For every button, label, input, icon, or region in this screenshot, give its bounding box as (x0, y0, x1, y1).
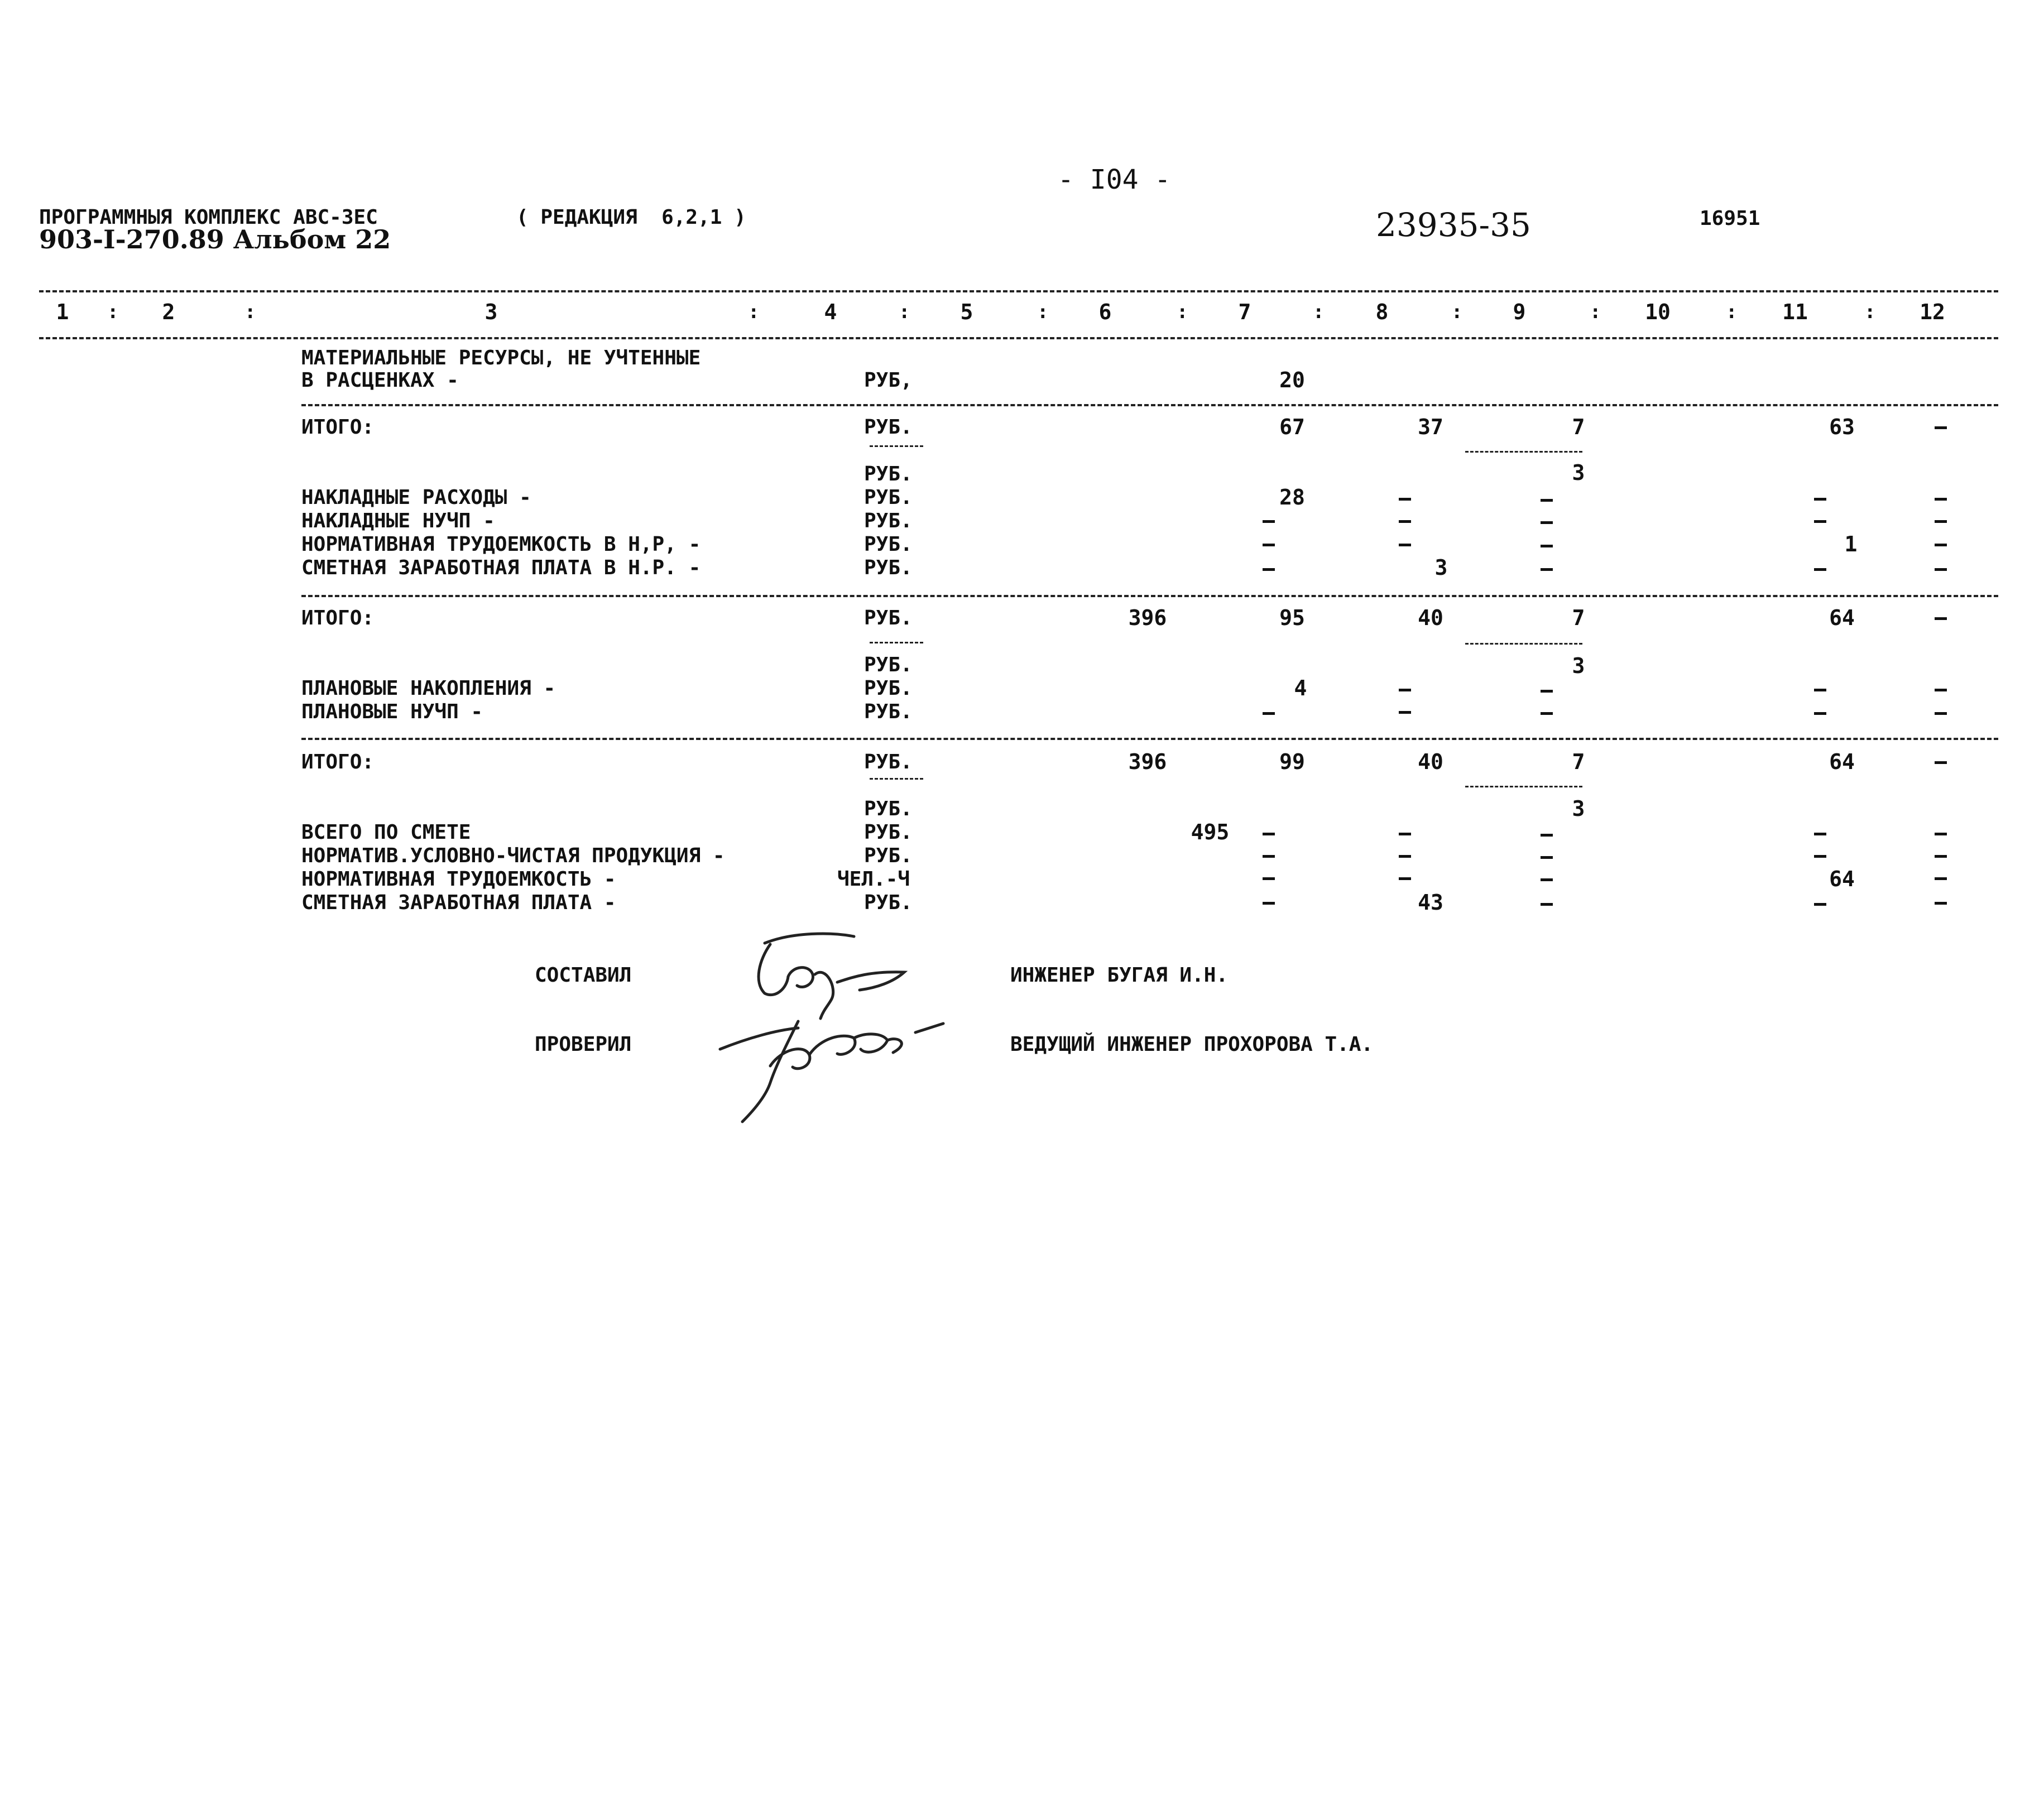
total3-unit: РУБ. (864, 751, 913, 773)
col-header-2: 2 (162, 300, 175, 324)
materials-label-1: МАТЕРИАЛЬНЫЕ РЕСУРСЫ, НЕ УЧТЕННЫЕ (301, 347, 701, 369)
planned-col8 (1399, 711, 1411, 714)
col-separator: : (1037, 301, 1049, 323)
total3-col6: 396 (1128, 749, 1167, 774)
album-code: 903-I-270.89 Альбом 22 (39, 224, 391, 254)
col-separator: : (748, 301, 760, 323)
planned-col7: 4 (1294, 676, 1307, 700)
overhead-col11 (1814, 568, 1826, 571)
summary-col12 (1935, 877, 1947, 880)
overhead-col9 (1541, 568, 1553, 571)
col-separator: : (1726, 301, 1738, 323)
materials-col7: 20 (1279, 368, 1305, 392)
summary-col9 (1541, 878, 1553, 881)
total3-label: ИТОГО: (301, 751, 375, 773)
planned-col12 (1935, 689, 1947, 691)
col-header-6: 6 (1098, 300, 1112, 324)
overhead-unit: РУБ. (864, 510, 913, 532)
edition-text: ( РЕДАКЦИЯ 6,2,1 ) (516, 206, 746, 229)
overhead-label: НАКЛАДНЫЕ РАСХОДЫ - (301, 486, 531, 509)
total2-col11: 64 (1829, 606, 1855, 630)
col-header-8: 8 (1375, 300, 1389, 324)
total3-col7: 99 (1279, 749, 1305, 774)
col-separator: : (1177, 301, 1188, 323)
overhead-col12 (1935, 568, 1947, 571)
total2-col8: 40 (1418, 606, 1443, 630)
summary-col7 (1263, 855, 1275, 858)
summary-unit: РУБ. (864, 891, 913, 914)
summary-label: СМЕТНАЯ ЗАРАБОТНАЯ ПЛАТА - (301, 891, 616, 914)
col-separator: : (1451, 301, 1463, 323)
summary-col8 (1399, 855, 1411, 858)
composed-by: ИНЖЕНЕР БУГАЯ И.Н. (1010, 964, 1229, 987)
overhead-col9 (1541, 499, 1553, 502)
summary-col7 (1263, 902, 1275, 905)
summary-col7 (1263, 877, 1275, 880)
unit-underline (870, 642, 923, 643)
planned-col9 (1541, 690, 1553, 693)
section-rule (301, 595, 1998, 597)
overhead-col8 (1399, 520, 1411, 523)
col-header-9: 9 (1513, 300, 1526, 324)
planned-label: ПЛАНОВЫЕ НАКОПЛЕНИЯ - (301, 677, 556, 700)
total2-col12 (1935, 617, 1947, 620)
summary-col9 (1541, 903, 1553, 906)
col-separator: : (1864, 301, 1876, 323)
summary-col11 (1814, 855, 1826, 858)
overhead-col7 (1263, 544, 1275, 546)
summary-label: НОРМАТИВНАЯ ТРУДОЕМКОСТЬ - (301, 868, 616, 891)
checked-label: ПРОВЕРИЛ (535, 1033, 632, 1056)
col-header-12: 12 (1920, 300, 1945, 324)
overhead-col8 (1399, 498, 1411, 501)
total3-unit-2: РУБ. (864, 797, 913, 820)
planned-col12 (1935, 712, 1947, 715)
summary-unit: ЧЕЛ.-Ч (837, 868, 910, 891)
col-header-10: 10 (1645, 300, 1671, 324)
overhead-unit: РУБ. (864, 556, 913, 579)
planned-col11 (1814, 712, 1826, 715)
unit-underline (870, 778, 923, 780)
table-header-bottom-rule (39, 337, 1998, 339)
planned-col8 (1399, 689, 1411, 691)
summary-col7 (1263, 833, 1275, 835)
summary-col11 (1814, 833, 1826, 835)
total1-col8: 37 (1418, 415, 1443, 439)
overhead-col7 (1263, 520, 1275, 523)
overhead-col12 (1935, 498, 1947, 501)
checked-by: ВЕДУЩИЙ ИНЖЕНЕР ПРОХОРОВА Т.А. (1010, 1033, 1374, 1056)
summary-col9 (1541, 834, 1553, 837)
planned-col9 (1541, 712, 1553, 715)
overhead-col8: 3 (1434, 555, 1448, 580)
fraction-line (1465, 786, 1582, 787)
summary-col12 (1935, 833, 1947, 835)
total3-col9-sub: 3 (1572, 796, 1585, 821)
planned-col11 (1814, 689, 1826, 691)
planned-label: ПЛАНОВЫЕ НУЧП - (301, 700, 483, 723)
col-header-7: 7 (1238, 300, 1251, 324)
total1-col9-sub: 3 (1572, 460, 1585, 485)
overhead-unit: РУБ. (864, 486, 913, 509)
total1-col12 (1935, 426, 1947, 429)
composed-label: СОСТАВИЛ (535, 964, 632, 987)
document-code-2: 16951 (1700, 207, 1760, 230)
table-top-rule (39, 290, 1998, 292)
overhead-col7: 28 (1279, 485, 1305, 510)
col-header-3: 3 (484, 300, 498, 324)
total2-unit-2: РУБ. (864, 654, 913, 676)
overhead-col12 (1935, 520, 1947, 523)
document-code: 23935-35 (1376, 206, 1531, 244)
summary-col11: 64 (1829, 867, 1855, 891)
summary-col12 (1935, 902, 1947, 905)
total2-col7: 95 (1279, 606, 1305, 630)
total2-unit: РУБ. (864, 607, 913, 630)
fraction-line (1465, 643, 1582, 645)
summary-unit: РУБ. (864, 821, 913, 844)
overhead-col12 (1935, 544, 1947, 546)
col-header-11: 11 (1782, 300, 1808, 324)
col-header-4: 4 (824, 300, 837, 324)
total3-col8: 40 (1418, 749, 1443, 774)
summary-label: НОРМАТИВ.УСЛОВНО-ЧИСТАЯ ПРОДУКЦИЯ - (301, 844, 725, 867)
col-separator: : (107, 301, 119, 323)
materials-label-2: В РАСЦЕНКАХ - (301, 369, 459, 392)
total3-col9: 7 (1572, 749, 1585, 774)
overhead-col11: 1 (1844, 532, 1858, 556)
total2-col9: 7 (1572, 606, 1585, 630)
overhead-col11 (1814, 520, 1826, 523)
total1-unit: РУБ. (864, 416, 913, 439)
summary-col12 (1935, 855, 1947, 858)
total2-label: ИТОГО: (301, 607, 375, 630)
program-name: ПРОГРАММНЫЯ КОМПЛЕКС АВС-3ЕС (39, 206, 378, 229)
col-separator: : (899, 301, 910, 323)
total2-col9-sub: 3 (1572, 654, 1585, 678)
overhead-col9 (1541, 521, 1553, 524)
summary-col8: 43 (1418, 890, 1443, 915)
total2-col6: 396 (1128, 606, 1167, 630)
summary-unit: РУБ. (864, 844, 913, 867)
planned-col7 (1263, 712, 1275, 715)
overhead-unit: РУБ. (864, 533, 913, 556)
col-separator: : (1590, 301, 1601, 323)
overhead-col11 (1814, 498, 1826, 501)
summary-col11 (1814, 903, 1826, 906)
summary-col9 (1541, 856, 1553, 859)
page-number: - I04 - (1058, 164, 1171, 195)
overhead-col7 (1263, 568, 1275, 571)
total1-col11: 63 (1829, 415, 1855, 439)
checker-signature (714, 999, 971, 1127)
fraction-line (1465, 451, 1582, 453)
total1-unit-2: РУБ. (864, 463, 913, 486)
summary-col8 (1399, 877, 1411, 880)
col-header-1: 1 (56, 300, 69, 324)
total1-label: ИТОГО: (301, 416, 375, 439)
planned-unit: РУБ. (864, 700, 913, 723)
section-rule (301, 404, 1998, 406)
summary-total: 495 (1191, 820, 1230, 844)
total3-col12 (1935, 761, 1947, 764)
col-separator: : (244, 301, 256, 323)
overhead-label: СМЕТНАЯ ЗАРАБОТНАЯ ПЛАТА В Н.Р. - (301, 556, 701, 579)
total1-col7: 67 (1279, 415, 1305, 439)
overhead-col8 (1399, 544, 1411, 546)
summary-col8 (1399, 833, 1411, 835)
col-separator: : (1313, 301, 1325, 323)
section-rule (301, 738, 1998, 740)
planned-unit: РУБ. (864, 677, 913, 700)
col-header-5: 5 (960, 300, 973, 324)
total3-col11: 64 (1829, 749, 1855, 774)
overhead-label: НАКЛАДНЫЕ НУЧП - (301, 510, 495, 532)
overhead-label: НОРМАТИВНАЯ ТРУДОЕМКОСТЬ В Н,Р, - (301, 533, 701, 556)
total1-col9: 7 (1572, 415, 1585, 439)
unit-underline (870, 445, 923, 447)
overhead-col9 (1541, 545, 1553, 547)
summary-label: ВСЕГО ПО СМЕТЕ (301, 821, 471, 844)
materials-unit: РУБ, (864, 369, 913, 392)
